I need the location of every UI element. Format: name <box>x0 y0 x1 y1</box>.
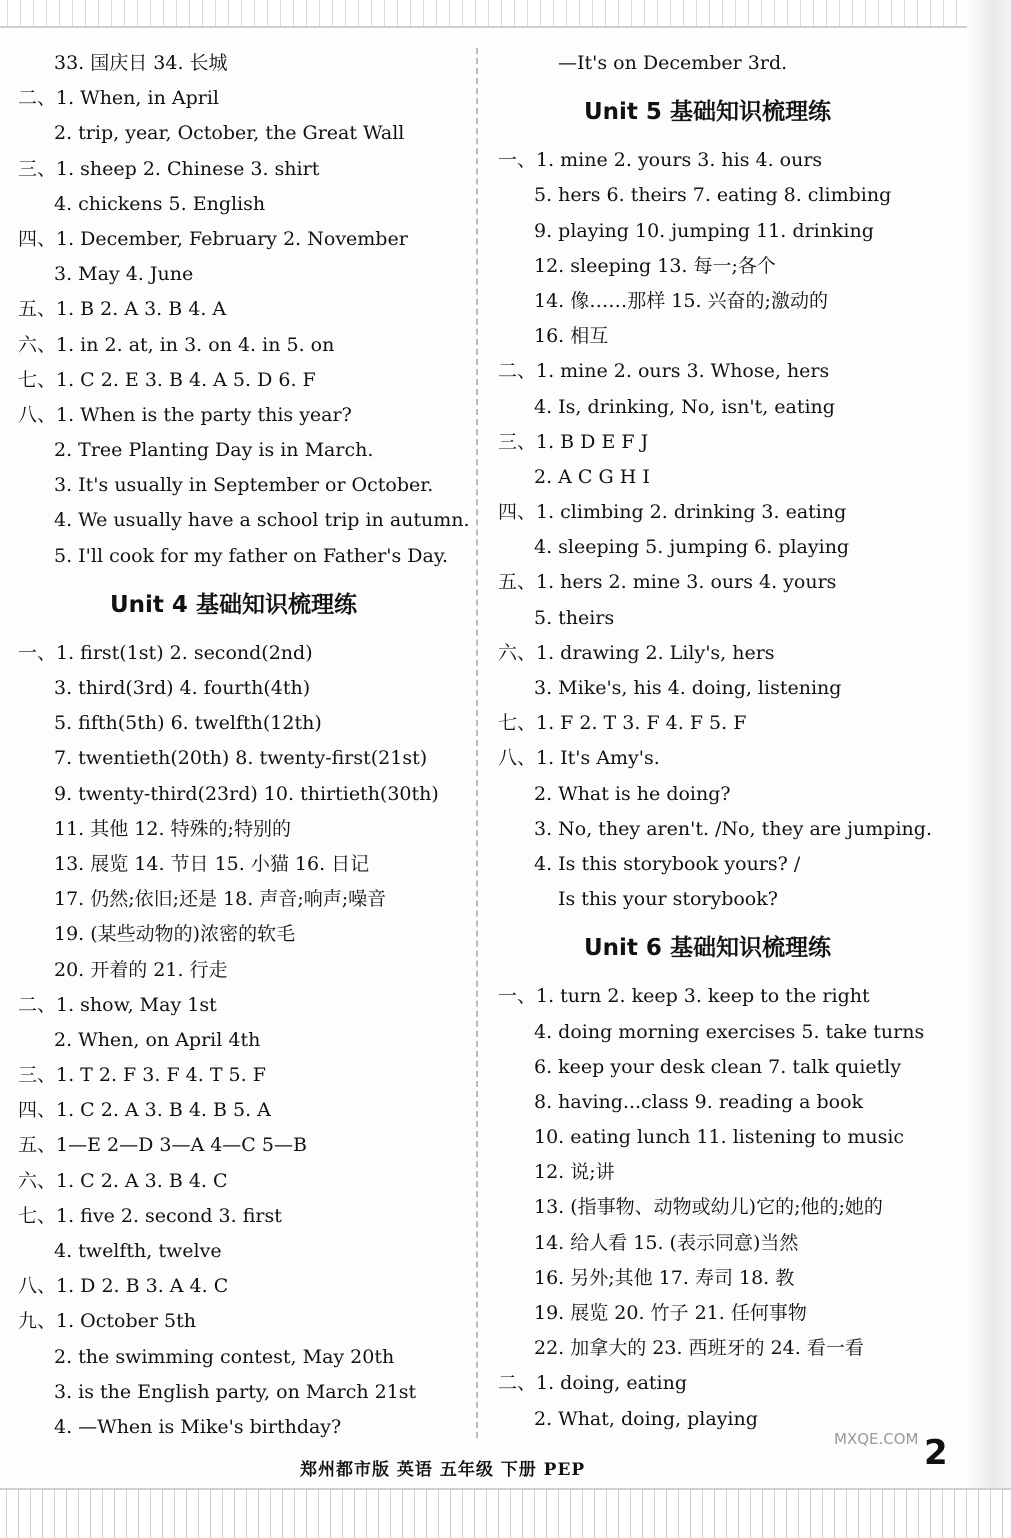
answer-line: 四、1. C 2. A 3. B 4. B 5. A <box>18 1099 271 1122</box>
answer-line: 22. 加拿大的 23. 西班牙的 24. 看一看 <box>534 1337 864 1360</box>
answer-line: 16. 相互 <box>534 325 609 348</box>
answer-line: 六、1. in 2. at, in 3. on 4. in 5. on <box>18 333 335 356</box>
answer-line: 2. What is he doing? <box>534 782 731 805</box>
answer-line: Is this your storybook? <box>558 888 778 911</box>
answer-line: 3. third(3rd) 4. fourth(4th) <box>54 677 311 699</box>
answer-line: 4. doing morning exercises 5. take turns <box>534 1020 925 1043</box>
answer-line: 3. Mike's, his 4. doing, listening <box>534 677 842 699</box>
answer-line: 4. Is this storybook yours? / <box>534 852 801 875</box>
answer-line: 六、1. drawing 2. Lily's, hers <box>498 641 775 664</box>
answer-line: 八、1. It's Amy's. <box>498 747 660 770</box>
answer-line: 6. keep your desk clean 7. talk quietly <box>534 1055 902 1078</box>
left-column <box>18 46 470 1445</box>
answer-line: 4. chickens 5. English <box>54 192 266 215</box>
answer-line: 20. 开着的 21. 行走 <box>54 958 228 981</box>
answer-line: 二、1. show, May 1st <box>18 993 217 1016</box>
answer-line: 五、1. B 2. A 3. B 4. A <box>18 298 227 321</box>
answer-line: 七、1. F 2. T 3. F 4. F 5. F <box>498 712 747 735</box>
answer-line: 2. What, doing, playing <box>534 1407 758 1430</box>
answer-line: 5. theirs <box>534 606 615 629</box>
answer-line: 3. No, they aren't. /No, they are jumping. <box>534 817 932 840</box>
answer-line: 8. having...class 9. reading a book <box>534 1090 864 1113</box>
answer-line: 10. eating lunch 11. listening to music <box>534 1126 905 1149</box>
page-right-edge <box>967 0 1011 1536</box>
answer-line: 五、1—E 2—D 3—A 4—C 5—B <box>18 1134 307 1157</box>
answer-line: 5. I'll cook for my father on Father's Day. <box>54 544 449 567</box>
answer-line: 13. 展览 14. 节日 15. 小猫 16. 日记 <box>54 852 370 875</box>
answer-line: 三、1. B D E F J <box>498 430 649 453</box>
answer-line: 二、1. When, in April <box>18 87 219 110</box>
column-divider <box>476 48 478 1438</box>
answer-line: 4. twelfth, twelve <box>54 1240 222 1262</box>
answer-line: —It's on December 3rd. <box>558 52 788 74</box>
answer-line: 2. trip, year, October, the Great Wall <box>54 122 405 145</box>
unit-heading: Unit 6 基础知识梳理练 <box>584 935 831 962</box>
answer-line: 9. playing 10. jumping 11. drinking <box>534 219 874 242</box>
answer-line: 一、1. first(1st) 2. second(2nd) <box>18 641 313 664</box>
answer-line: 三、1. T 2. F 3. F 4. T 5. F <box>18 1064 266 1087</box>
answer-line: 八、1. D 2. B 3. A 4. C <box>18 1275 229 1298</box>
answer-line: 二、1. mine 2. ours 3. Whose, hers <box>498 360 830 383</box>
page-number: 2 <box>924 1433 948 1473</box>
answer-line: 四、1. climbing 2. drinking 3. eating <box>498 501 847 524</box>
unit-heading: Unit 5 基础知识梳理练 <box>584 99 831 126</box>
answer-line: 一、1. mine 2. yours 3. his 4. ours <box>498 149 823 172</box>
answer-line: 3. It's usually in September or October. <box>54 474 434 497</box>
answer-line: 五、1. hers 2. mine 3. ours 4. yours <box>498 571 837 594</box>
answer-line: 33. 国庆日 34. 长城 <box>54 52 228 74</box>
answer-line: 2. A C G H I <box>534 465 650 488</box>
answer-line: 14. 像……那样 15. 兴奋的;激动的 <box>534 289 828 312</box>
answer-line: 14. 给人看 15. (表示同意)当然 <box>534 1231 799 1254</box>
answer-line: 17. 仍然;依旧;还是 18. 声音;响声;噪音 <box>54 888 387 911</box>
answer-line: 4. sleeping 5. jumping 6. playing <box>534 536 850 559</box>
unit-heading: Unit 4 基础知识梳理练 <box>110 591 357 618</box>
answer-line: 2. Tree Planting Day is in March. <box>54 439 374 462</box>
right-column <box>498 46 958 1437</box>
answer-line: 一、1. turn 2. keep 3. keep to the right <box>498 985 870 1008</box>
answer-line: 3. May 4. June <box>54 263 194 286</box>
answer-line: 19. 展览 20. 竹子 21. 任何事物 <box>534 1302 807 1324</box>
answer-line: 2. When, on April 4th <box>54 1028 261 1051</box>
answer-line: 4. We usually have a school trip in autumn. <box>54 509 470 532</box>
answer-line: 4. Is, drinking, No, isn't, eating <box>534 395 835 418</box>
answer-line: 三、1. sheep 2. Chinese 3. shirt <box>18 157 320 180</box>
answer-line: 七、1. five 2. second 3. first <box>18 1204 282 1227</box>
answer-line: 3. is the English party, on March 21st <box>54 1380 417 1403</box>
answer-line: 八、1. When is the party this year? <box>18 403 352 426</box>
answer-line: 5. fifth(5th) 6. twelfth(12th) <box>54 712 322 735</box>
answer-line: 11. 其他 12. 特殊的;特别的 <box>54 817 291 840</box>
answer-line: 9. twenty-third(23rd) 10. thirtieth(30th) <box>54 782 439 805</box>
answer-line: 13. (指事物、动物或幼儿)它的;他的;她的 <box>534 1196 883 1219</box>
answer-line: 九、1. October 5th <box>18 1310 196 1333</box>
answer-line: 5. hers 6. theirs 7. eating 8. climbing <box>534 184 892 207</box>
answer-line: 六、1. C 2. A 3. B 4. C <box>18 1169 228 1192</box>
answer-line: 二、1. doing, eating <box>498 1372 688 1395</box>
page-top-edge <box>0 0 1011 28</box>
watermark: MXQE.COM <box>834 1430 919 1448</box>
answer-line: 七、1. C 2. E 3. B 4. A 5. D 6. F <box>18 368 316 391</box>
answer-line: 12. sleeping 13. 每一;各个 <box>534 254 776 277</box>
answer-line: 4. —When is Mike's birthday? <box>54 1415 342 1438</box>
footer-edition-info: 郑州都市版 英语 五年级 下册 PEP <box>300 1460 586 1480</box>
answer-line: 16. 另外;其他 17. 寿司 18. 教 <box>534 1266 795 1289</box>
answer-line: 12. 说;讲 <box>534 1161 615 1184</box>
answer-line: 四、1. December, February 2. November <box>18 227 408 250</box>
answer-line: 7. twentieth(20th) 8. twenty-first(21st) <box>54 747 428 770</box>
page-bottom-edge <box>0 1488 1011 1538</box>
answer-line: 19. (某些动物的)浓密的软毛 <box>54 923 296 946</box>
answer-line: 2. the swimming contest, May 20th <box>54 1345 395 1368</box>
